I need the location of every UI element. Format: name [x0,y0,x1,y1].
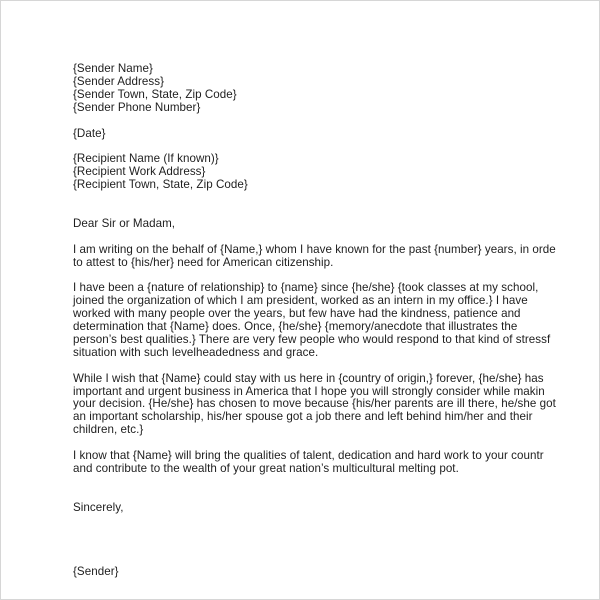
signature: {Sender} [73,565,119,579]
paragraph-line: your decision. {He/she} has chosen to move because {his/her parents are ill there, he/she got [73,397,556,411]
recipient-block [73,153,600,192]
salutation: Dear Sir or Madam, [73,216,176,230]
spacer [73,192,600,205]
sender-name: {Sender Name} [73,62,153,75]
paragraph-line: children, etc.} [73,423,144,437]
paragraph-line: situation with such levelheadedness and grace. [73,345,319,359]
closing: Sincerely, [73,500,124,514]
spacer [73,476,600,489]
paragraph-line: While I wish that {Name} could stay with us here in {country of origin,} forever, {he/she} has [73,371,544,385]
paragraph-line: an important scholarship, his/her spouse got a job there and left behind him/her and their [73,410,533,424]
paragraph-4 [73,450,600,476]
paragraph-line: I am writing on the behalf of {Name,} whom I have known for the past {number} years, in orde [73,242,556,256]
paragraph-1 [73,244,600,270]
paragraph-3 [73,373,600,438]
letter-date: {Date} [73,126,106,140]
spacer [73,205,600,218]
paragraph-line: important and urgent business in America that I hope you will strongly consider while makin [73,384,545,398]
spacer [73,489,600,502]
spacer [73,540,600,553]
recipient-name: {Recipient Name (If known)} [73,152,219,166]
sender-address: {Sender Address} [73,74,165,88]
paragraph-line: and contribute to the wealth of your great nation’s multicultural melting pot. [73,461,459,475]
spacer [73,115,600,128]
spacer [73,515,600,528]
paragraph-line: I know that {Name} will bring the qualities of talent, dedication and hard work to your countr [73,449,544,463]
paragraph-line: worked with many people over the years, but few have had the kindness, patience and [73,307,521,321]
recipient-address: {Recipient Work Address} [73,165,206,179]
paragraph-line: I have been a {nature of relationship} to {name} since {he/she} {took classes at my school, [73,281,539,295]
letter-body [73,63,600,579]
paragraph-2 [73,282,600,359]
spacer [73,231,600,244]
recipient-town: {Recipient Town, State, Zip Code} [73,178,248,192]
spacer [73,360,600,373]
paragraph-line: determination that {Name} does. Once, {he/she} {memory/anecdote that illustrates the [73,320,518,334]
paragraph-line: joined the organization of which I am president, worked as an intern in my office.} I have [73,294,528,308]
sender-block [73,63,600,115]
paragraph-line: person’s best qualities.} There are very few people who would respond to that kind of stressf [73,332,551,346]
sender-town: {Sender Town, State, Zip Code} [73,87,237,101]
spacer [73,553,600,566]
spacer [73,527,600,540]
sender-phone: {Sender Phone Number} [73,100,201,114]
paragraph-line: to attest to {his/her} need for American citizenship. [73,255,334,269]
